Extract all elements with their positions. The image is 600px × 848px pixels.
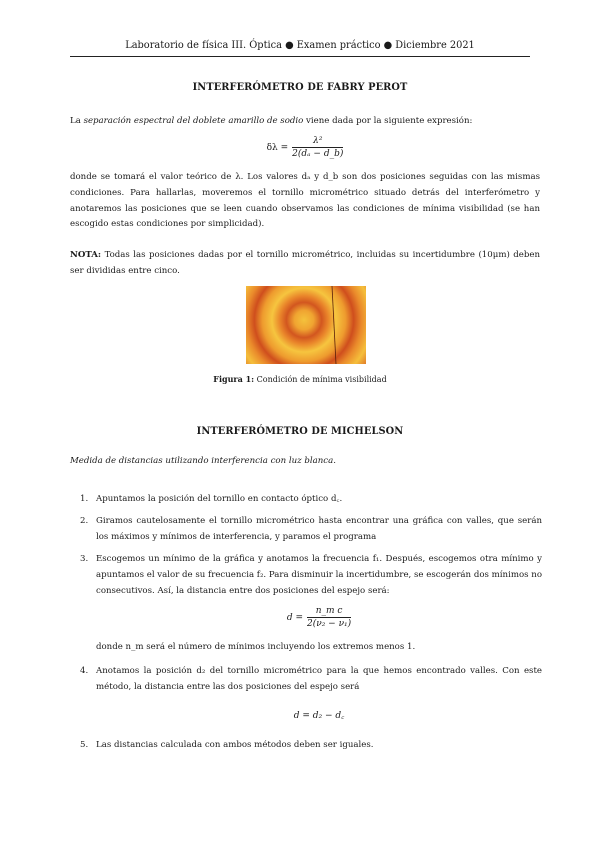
list-text: Anotamos la posición d₂ del tornillo micrométrico para la que hemos encontrado valles. Con este método, la distancia entre las dos posiciones del espejo será <box>96 666 542 692</box>
figure-label: Figura 1: <box>213 374 255 384</box>
section-title-fabry-perot: INTERFERÓMETRO DE FABRY PEROT <box>192 82 408 93</box>
list-number: 4. <box>80 666 89 676</box>
header-rule <box>70 56 530 57</box>
figure-caption <box>70 374 530 384</box>
equation-distance-positions: d = d₂ − d꜀ <box>293 711 345 721</box>
running-header: Laboratorio de física III. Óptica ● Examen práctico ● Diciembre 2021 <box>125 40 475 51</box>
equation-denominator: 2(ν₂ − ν₁) <box>307 619 352 629</box>
intro-post: viene dada por la siguiente expresión: <box>303 116 473 126</box>
equation-fraction <box>292 136 343 159</box>
equation-fraction <box>307 606 351 629</box>
fabry-intro-paragraph <box>70 114 540 130</box>
equation-distance-frequency <box>96 606 542 629</box>
list-number: 3. <box>80 554 89 564</box>
list-text: Giramos cautelosamente el tornillo micrométrico hasta encontrar una gráfica con valles, que serán los máximos y mínimos de interferencia, y paramos el programa <box>96 516 542 542</box>
equation-numerator: n_m c <box>307 606 351 618</box>
michelson-subtitle: Medida de distancias utilizando interferencia con luz blanca. <box>70 456 336 466</box>
equation-lhs: δλ = <box>266 142 289 153</box>
list-number: 5. <box>80 740 89 750</box>
list-number: 1. <box>80 494 89 504</box>
equation-denominator: 2(dₐ − d_b) <box>292 149 344 159</box>
nota-text: Todas las posiciones dadas por el tornillo micrométrico, incluidas su incertidumbre (10μm) deben ser divididas entre cinco. <box>70 250 540 276</box>
equation-note: donde n_m será el número de mínimos incluyendo los extremos menos 1. <box>96 642 416 652</box>
figure-caption-text: Condición de mínima visibilidad <box>254 375 387 384</box>
equation-numerator: λ² <box>292 136 343 148</box>
intro-pre: La <box>70 116 84 126</box>
list-text: Apuntamos la posición del tornillo en contacto óptico d꜀. <box>96 494 343 504</box>
list-number: 2. <box>80 516 89 526</box>
list-text: Las distancias calculada con ambos métodos deben ser iguales. <box>96 740 374 750</box>
interference-fringes-image <box>246 286 366 364</box>
nota-paragraph <box>70 248 540 280</box>
intro-italic: separación espectral del doblete amarillo de sodio <box>83 116 304 126</box>
list-text: Escogemos un mínimo de la gráfica y anotamos la frecuencia f₁. Después, escogemos otra mínimo y apuntamos el valor de su frecuencia f₂. Para disminuir la incertidumbre, se escogerán dos mínimos no consecutivos. Así, la distancia entre dos posiciones del espejo será: <box>96 554 542 596</box>
equation-sodium-doublet <box>70 136 540 159</box>
section-title-michelson: INTERFERÓMETRO DE MICHELSON <box>196 426 404 437</box>
nota-label: NOTA: <box>70 250 102 260</box>
equation-lhs: d = <box>286 612 303 623</box>
fabry-body-paragraph: donde se tomará el valor teórico de λ. Los valores dₐ y d_b son dos posiciones seguidas con las mismas condiciones. Para hallarlas, moveremos el tornillo micrométrico situado detrás del interferómetro y anotaremos las posiciones que se leen cuando observamos las condiciones de mínima visibilidad (se han escogido estas condiciones por simplicidad). <box>70 172 540 230</box>
